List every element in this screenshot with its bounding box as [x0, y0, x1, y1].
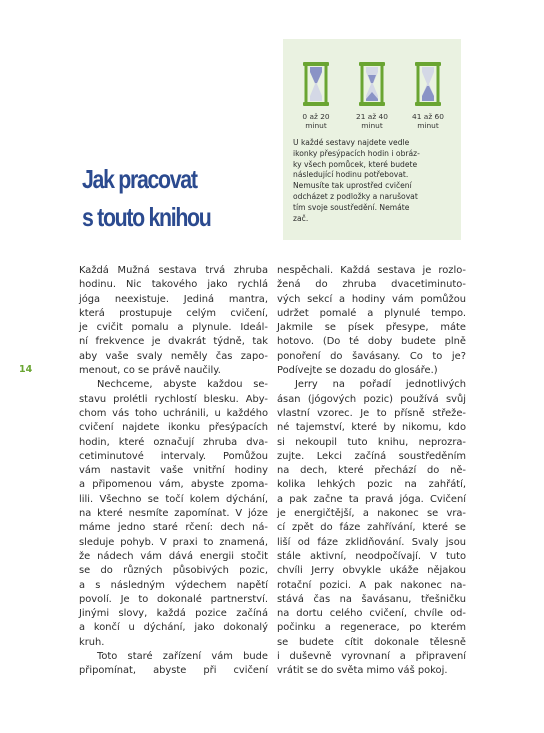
text-line: liší od fáze zklidňování. Svaly jsou — [277, 536, 466, 548]
hourglass-label-unit: minut — [305, 121, 327, 130]
page-title — [82, 160, 246, 236]
text-line: né tajemství, které by nikomu, kdo — [277, 422, 466, 434]
body-column-right — [277, 264, 466, 679]
text-line: i duševně vyrovnaní a připravení — [277, 651, 466, 663]
hourglass-label-range: 21 až 40 — [356, 112, 388, 121]
text-line: a končí u dýchání, jako dokonalý — [79, 622, 268, 634]
text-line: na dech, které přechází do ně- — [277, 465, 466, 477]
text-line: ky všech pomůcek, které budete — [293, 159, 418, 169]
text-line: máme jedno staré rčení: dech ná- — [79, 522, 268, 534]
text-line: cí zpět do fáze zahřívání, které se — [277, 522, 466, 534]
text-line: připomínat, abyste při cvičení — [79, 665, 268, 677]
text-line: jóga neexistuje. Jediná mantra, — [79, 293, 268, 305]
text-line: Jerry na pořadí jednotlivých — [295, 379, 466, 391]
info-box — [283, 39, 461, 240]
title-line: s touto knihou — [82, 202, 211, 232]
text-line: U každé sestavy najdete vedle — [293, 138, 410, 147]
text-line: a pak začne ta pravá jóga. Cvičení — [277, 493, 466, 505]
text-line: se budete cítit dokonale tělesně — [277, 636, 466, 648]
text-line: je cvičit pomalu a plynule. Ideál- — [79, 322, 268, 334]
text-line: je energičtější, a nakonec se vra- — [277, 508, 466, 520]
hourglass-label-unit: minut — [361, 121, 383, 130]
text-line: cetiminutové intervaly. Pomůžou — [79, 450, 268, 462]
text-line: hotovo. (Do té doby budete plně — [277, 336, 466, 348]
hourglass-legend — [283, 62, 461, 148]
hourglass-empty-icon — [415, 62, 441, 106]
page-number: 14 — [19, 364, 33, 375]
text-line: vrátit se do světa mimo váš pokoj. — [277, 665, 448, 677]
text-line: žená do zhruba dvacetiminuto- — [277, 279, 466, 291]
text-line: vých sekcí a hodiny vám pomůžou — [277, 293, 466, 305]
text-line: kolika lehkých pozic na zahřátí, — [277, 479, 466, 491]
text-line: Nemusíte tak uprostřed cvičení — [293, 181, 412, 191]
text-line: hodinu. Nic takového jako rychlá — [79, 279, 268, 291]
text-line: stává čas na šavásanu, třešničku — [277, 593, 466, 605]
text-line: povolí. Je to dokonalé partnerství. — [79, 593, 268, 605]
info-box-text — [293, 138, 453, 224]
text-line: udržet pomalé a plynulé tempo. — [277, 307, 466, 319]
text-line: rotační pozici. A pak nakonec na- — [277, 579, 466, 591]
text-line: která prostupuje celým cvičení, — [79, 307, 268, 319]
text-line: počinku a regenerace, po kterém — [277, 622, 466, 634]
body-column-left — [79, 264, 268, 679]
text-line: vlastní vzorec. Je to přísně střeže- — [277, 407, 466, 419]
text-line: chvíli Jerry obvykle ukáže nějakou — [277, 565, 466, 577]
title-line: Jak pracovat — [82, 164, 197, 194]
text-line: Jakmile se písek přesype, máte — [277, 322, 466, 334]
text-line: si nekoupil tuto knihu, neprozra- — [277, 436, 466, 448]
text-line: Toto staré zařízení vám bude — [97, 651, 268, 663]
text-line: Nechceme, abyste každou se- — [97, 379, 268, 391]
hourglass-item-21-40 — [346, 62, 398, 130]
text-line: ponoření do šavásany. Co to je? — [277, 350, 466, 362]
text-line: Podívejte se dozadu do glosáře.) — [277, 365, 438, 377]
hourglass-label-range: 41 až 60 — [412, 112, 444, 121]
hourglass-item-41-60 — [402, 62, 454, 130]
text-line: ikonky přesýpacích hodin i obráz- — [293, 148, 420, 158]
text-line: nespěchali. Každá sestava je rozlo- — [277, 265, 466, 276]
text-line: ní frekvence je dvakrát týdně, tak — [79, 336, 268, 348]
text-line: zujte. Lekci začíná soustředěním — [277, 450, 466, 462]
text-line: ásan (jógových pozic) používá svůj — [277, 393, 466, 405]
text-line: aby vaše svaly neměly čas zapo- — [79, 350, 268, 362]
text-line: menout, co se právě naučily. — [79, 365, 221, 377]
text-line: cvičení najdete ikonku přesýpacích — [79, 422, 268, 434]
hourglass-half-icon — [359, 62, 385, 106]
hourglass-full-icon — [303, 62, 329, 106]
text-line: stavu prolétli rychlostí blesku. Aby- — [79, 393, 268, 405]
hourglass-label-unit: minut — [417, 121, 439, 130]
text-line: lili. Všechno se točí kolem dýchání, — [79, 493, 268, 505]
text-line: tím svoje soustředění. Nemáte — [293, 202, 410, 212]
text-line: stále aktivní, neodpočívají. V tuto — [277, 550, 466, 562]
text-line: na dortu celého cvičení, chvíle od- — [277, 608, 466, 620]
hourglass-item-0-20 — [290, 62, 342, 130]
text-line: odcházet z podložky a narušovat — [293, 191, 418, 201]
text-line: a s následným výdechem napětí — [79, 579, 268, 591]
text-line: Jinými slovy, každá pozice začíná — [79, 608, 268, 620]
hourglass-label-range: 0 až 20 — [302, 112, 330, 121]
text-line: zač. — [293, 213, 309, 223]
text-line: následující hodinu potřebovat. — [293, 170, 409, 180]
text-line: chom vás toho uchránili, u každého — [79, 407, 268, 419]
text-line: se do různých působivých pozic, — [79, 565, 268, 577]
text-line: že nádech vám dává energii stočit — [79, 550, 268, 562]
text-line: vám nastavit vaše vnitřní hodiny — [79, 465, 268, 477]
text-line: Každá Mužná sestava trvá zhruba — [79, 265, 268, 276]
text-line: na které nesmíte zapomínat. V józe — [79, 508, 268, 520]
text-line: a připomenou vám, abyste zpoma- — [79, 479, 268, 491]
text-line: sleduje pohyb. V praxi to znamená, — [79, 536, 268, 548]
text-line: kruh. — [79, 636, 105, 648]
text-line: hodin, které označují zhruba dva- — [79, 436, 268, 448]
